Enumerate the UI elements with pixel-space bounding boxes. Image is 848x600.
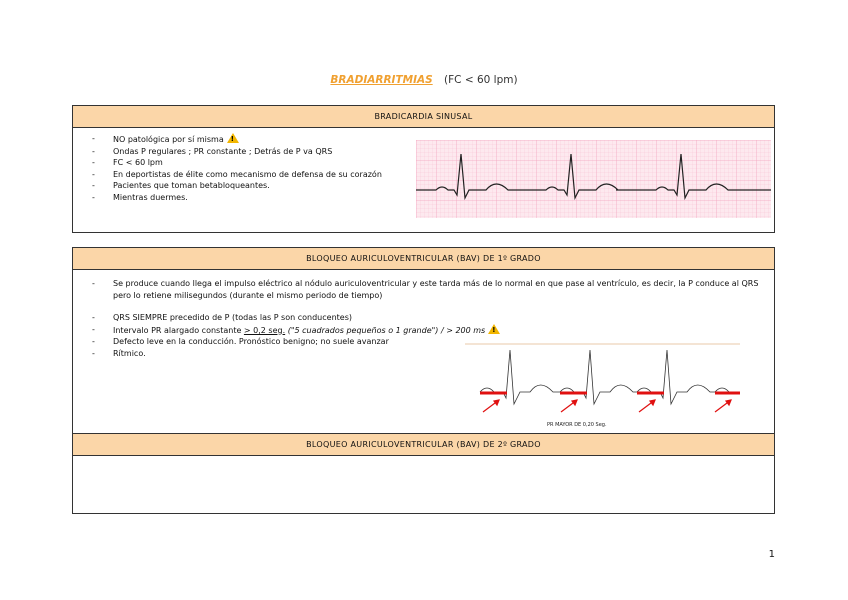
- ecg-sinus-bradycardia-image: [416, 140, 771, 218]
- list-item: - Intervalo PR alargado constante > 0,2 seg. ("5 cuadrados pequeños o 1 grande") / > 200 ms!: [73, 324, 774, 337]
- list-item: - NO patológica por sí misma!: [73, 133, 393, 146]
- list-item: - En deportistas de élite como mecanismo de defensa de su corazón: [73, 169, 393, 181]
- section-bav-1-grado: [72, 247, 775, 435]
- section-header: BLOQUEO AURICULOVENTRICULAR (BAV) DE 2º GRADO: [73, 434, 774, 456]
- section-bav-2-grado: [72, 433, 775, 514]
- title-main: BRADIARRITMIAS: [330, 74, 433, 86]
- section-header: BRADICARDIA SINUSAL: [73, 106, 774, 128]
- ecg-caption: PR MAYOR DE 0,20 Seg.: [547, 422, 607, 428]
- list-item: - Mientras duermes.: [73, 192, 393, 204]
- bullet-list: [73, 133, 393, 203]
- warning-icon: [227, 133, 239, 143]
- list-item: - FC < 60 lpm: [73, 157, 393, 169]
- list-item: - Se produce cuando llega el impulso eléctrico al nódulo auriculoventricular y este tarda más de lo normal en que pase al ventrículo, es decir, la P conduce al QRS pero lo retiene milisegundos (durante el mismo periodo de tiempo): [73, 278, 763, 301]
- warning-icon: [488, 324, 500, 334]
- title-sub: (FC < 60 lpm): [444, 74, 518, 86]
- ecg-first-degree-block-image: [465, 342, 740, 428]
- list-item: - QRS SIEMPRE precedido de P (todas las P son conducentes): [73, 312, 774, 324]
- list-item: - Pacientes que toman betabloqueantes.: [73, 180, 393, 192]
- bullet-list: [73, 278, 763, 301]
- section-bradicardia-sinusal: [72, 105, 775, 233]
- list-item: - Ondas P regulares ; PR constante ; Detrás de P va QRS: [73, 146, 393, 158]
- page-title: [0, 74, 848, 86]
- section-header: BLOQUEO AURICULOVENTRICULAR (BAV) DE 1º GRADO: [73, 248, 774, 270]
- list-item: - Rítmico.: [73, 348, 774, 360]
- list-item: - Defecto leve en la conducción. Pronóstico benigno; no suele avanzar: [73, 336, 774, 348]
- page-number: 1: [768, 549, 775, 560]
